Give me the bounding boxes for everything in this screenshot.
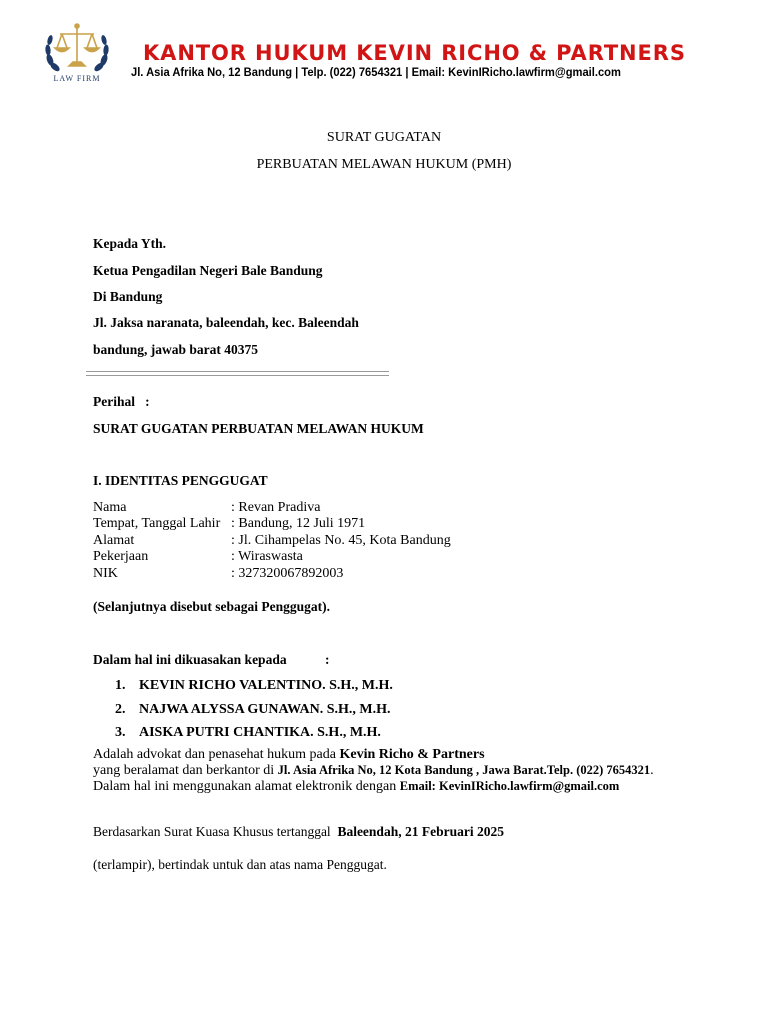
advocate-prefix: Adalah advokat dan penasehat hukum pada [93, 747, 340, 762]
office-statement [93, 763, 654, 779]
recipient-line-1: Kepada Yth. [93, 236, 167, 251]
identity-value-occupation: : Wiraswasta [231, 549, 303, 564]
advocate-firm: Kevin Richo & Partners [339, 747, 485, 762]
subject-label: Perihal : [93, 394, 150, 409]
plaintiff-note: (Selanjutnya disebut sebagai Penggugat). [93, 599, 331, 614]
identity-label-address: Alamat [93, 533, 135, 548]
subject-text: SURAT GUGATAN PERBUATAN MELAWAN HUKUM [93, 421, 424, 436]
firm-address: Jl. Asia Afrika No, 12 Bandung | Telp. (022) 7654321 | Email: KevinIRicho.lawfirm@gmail.com [131, 65, 621, 79]
email-statement [93, 779, 619, 795]
recipient-line-2: Ketua Pengadilan Negeri Bale Bandung [93, 263, 323, 278]
office-prefix: yang beralamat dan berkantor di [93, 763, 278, 778]
representation-colon: : [325, 652, 330, 667]
identity-value-name: : Revan Pradiva [231, 500, 321, 515]
power-of-attorney-line [93, 824, 504, 840]
email-prefix: Dalam hal ini menggunakan alamat elektronik dengan [93, 779, 400, 794]
lawyer-number: 1. [115, 678, 126, 693]
poa-prefix: Berdasarkan Surat Kuasa Khusus tertanggal [93, 824, 338, 839]
identity-label-occupation: Pekerjaan [93, 549, 149, 564]
lawyer-name: AISKA PUTRI CHANTIKA. S.H., M.H. [139, 725, 381, 740]
lawyer-name: KEVIN RICHO VALENTINO. S.H., M.H. [139, 678, 393, 693]
identity-label-name: Nama [93, 500, 127, 515]
identity-heading: I. IDENTITAS PENGGUGAT [93, 473, 268, 488]
closing-line: (terlampir), bertindak untuk dan atas nama Penggugat. [93, 857, 387, 872]
lawyer-number: 2. [115, 702, 126, 717]
document-title: SURAT GUGATAN [326, 130, 442, 145]
identity-label-nik: NIK [93, 566, 118, 581]
recipient-line-4: Jl. Jaksa naranata, baleendah, kec. Baleendah [93, 315, 359, 330]
identity-value-birth: : Bandung, 12 Juli 1971 [231, 516, 366, 531]
identity-label-birth: Tempat, Tanggal Lahir [93, 516, 221, 531]
law-firm-logo [40, 20, 114, 88]
email-value: Email: KevinIRicho.lawfirm@gmail.com [399, 779, 620, 793]
representation-intro: Dalam hal ini dikuasakan kepada [93, 652, 287, 667]
document-subtitle: PERBUATAN MELAWAN HUKUM (PMH) [256, 157, 512, 172]
logo-text: LAW FIRM [53, 74, 101, 83]
identity-value-nik: : 327320067892003 [231, 566, 344, 581]
firm-name: KANTOR HUKUM KEVIN RICHO & PARTNERS [143, 41, 686, 65]
identity-value-address: : Jl. Cihampelas No. 45, Kota Bandung [231, 533, 451, 548]
recipient-line-5: bandung, jawab barat 40375 [93, 342, 259, 357]
office-suffix: . [650, 763, 654, 778]
scales-of-justice-icon [55, 24, 99, 66]
lawyer-number: 3. [115, 725, 126, 740]
divider-line [86, 371, 389, 372]
divider-line [86, 375, 389, 376]
lawyer-name: NAJWA ALYSSA GUNAWAN. S.H., M.H. [139, 702, 391, 717]
office-address: Jl. Asia Afrika No, 12 Kota Bandung , Jawa Barat.Telp. (022) 7654321 [277, 763, 651, 777]
poa-date: Baleendah, 21 Februari 2025 [337, 824, 504, 839]
recipient-line-3: Di Bandung [93, 289, 163, 304]
advocate-statement [93, 747, 485, 763]
